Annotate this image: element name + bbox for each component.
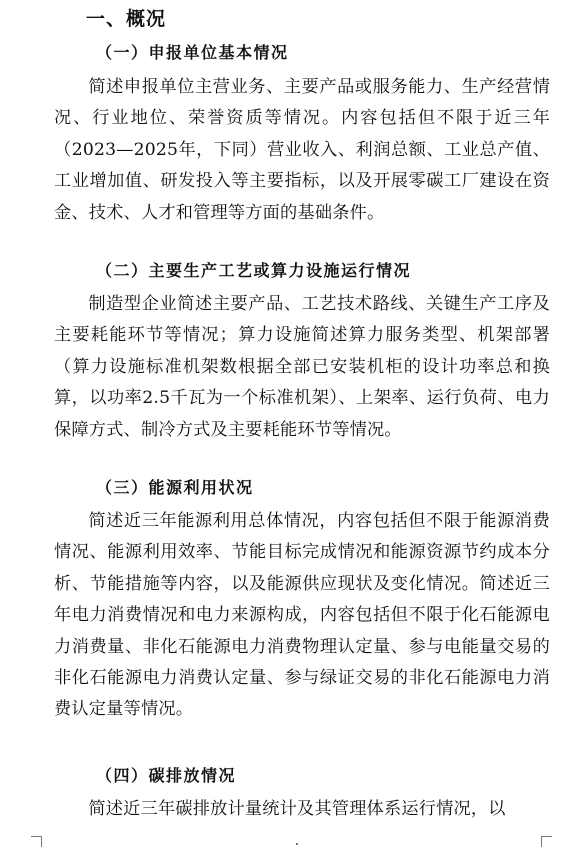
subsection-paragraph-4: 简述近三年碳排放计量统计及其管理体系运行情况，以 bbox=[88, 799, 506, 819]
section-heading: 一、概况 bbox=[86, 8, 167, 30]
subsection-paragraph-1: 简述申报单位主营业务、主要产品或服务能力、生产经营情况、行业地位、荣誉资质等情况。内容包括但不限于近三年（2023—2025年，下同）营业收入、利润总额、工业总产值、工业增加值、研发投入等主要指标，以及开展零碳工厂建设在资金、技术、人才和管理等方面的基础条件。 bbox=[54, 77, 550, 223]
crop-mark-left bbox=[31, 836, 42, 847]
subsection-heading-1: （一）申报单位基本情况 bbox=[96, 43, 289, 62]
subsection-paragraph-3: 简述近三年能源利用总体情况，内容包括但不限于能源消费情况、能源利用效率、节能目标完成情况和能源资源节约成本分析、节能措施等内容，以及能源供应现状及变化情况。简述近三年电力消费情况和电力来源构成，内容包括但不限于化石能源电力消费量、非化石能源电力消费物理认定量、参与电能量交易的非化石能源电力消费认定量、参与绿证交易的非化石能源电力消费认定量等情况。 bbox=[54, 511, 550, 720]
subsection-heading-2: （二）主要生产工艺或算力设施运行情况 bbox=[96, 261, 412, 280]
page-center-mark bbox=[296, 843, 298, 845]
subsection-heading-3: （三）能源利用状况 bbox=[96, 478, 254, 497]
subsection-heading-4: （四）碳排放情况 bbox=[96, 766, 237, 785]
subsection-paragraph-2: 制造型企业简述主要产品、工艺技术路线、关键生产工序及主要耗能环节等情况；算力设施简述算力服务类型、机架部署（算力设施标准机架数根据全部已安装机柜的设计功率总和换算，以功率2.5千瓦为一个标准机架）、上架率、运行负荷、电力保障方式、制冷方式及主要耗能环节等情况。 bbox=[54, 294, 550, 440]
crop-mark-right bbox=[541, 836, 552, 847]
